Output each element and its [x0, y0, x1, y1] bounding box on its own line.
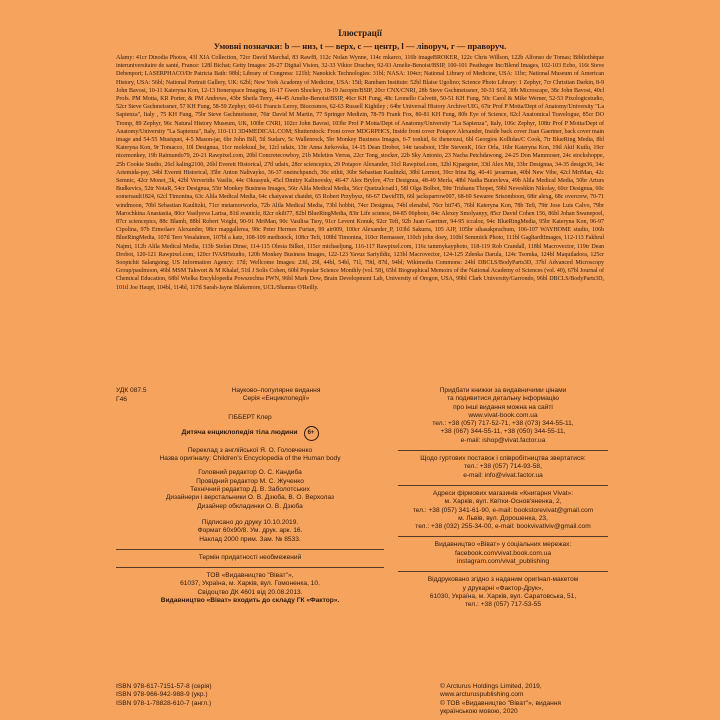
buy-info-line3: про інші видання можна на сайті [453, 403, 553, 411]
copyright-line1: © Arcturus Holdings Limited, 2019, [440, 683, 542, 690]
book-title-row [116, 426, 384, 441]
validity-note: Термін придатності необмежений [198, 553, 302, 561]
lead-editor: Провідний редактор М. С. Жученко [196, 477, 304, 485]
printed-line2: у друкарні «Фактор-Друк», [462, 584, 544, 592]
wholesale-phone: тел.: +38 (057) 714-93-58, [464, 463, 542, 471]
contacts-divider-4 [398, 571, 608, 572]
instagram-link: instagram.com/vivat_publishing [457, 558, 549, 566]
tech-editor: Технічний редактор Д. В. Заболотських [190, 486, 310, 494]
store-lviv-address: м. Львів, вул. Дорошенка, 23, [458, 514, 548, 522]
store-kharkiv-address: м. Харків, вул. Квітки-Основ'яненка, 2, [444, 498, 562, 506]
shop-email: e-mail: ishop@vivat.factor.ua [460, 436, 546, 444]
wholesale-heading: Щодо гуртових поставок і співробітництва звертатися: [420, 455, 586, 463]
contacts-divider-3 [398, 536, 608, 537]
store-kharkiv-contacts: тел.: +38 (057) 341-61-90, e-mail: bookstorevivat@gmail.com [412, 506, 594, 514]
printer-address: 61030, Україна, м. Харків, вул. Саратовська, 51, [429, 592, 577, 600]
print-format: Формат 60х90/8. Ум. друк. арк. 16. [197, 527, 303, 535]
isbn-ukrainian: ISBN 978-966-942-988-9 (укр.) [116, 691, 208, 699]
isbn-block [116, 683, 212, 708]
isbn-english: ISBN 978-1-78828-610-7 (англ.) [116, 699, 212, 707]
copyright-block [440, 683, 610, 716]
bbk-code: Г46 [116, 396, 127, 404]
copyright-line3: © ТОВ «Видавництво "Віват"», видання [440, 699, 561, 707]
signed-to-print: Підписано до друку 10.10.2019. [201, 518, 299, 526]
isbn-series: ISBN 978-617-7151-57-8 (серія) [116, 683, 212, 690]
copyright-line4: українською мовою, 2020 [440, 707, 518, 715]
publisher-name: ТОВ «Видавництво "Віват"», [206, 572, 294, 580]
illustration-credits [116, 28, 604, 292]
publisher-certificate: Свідоцтво ДК 4601 від 20.08.2013. [197, 588, 303, 596]
contacts-divider-1 [398, 450, 608, 451]
udk-code: УДК 087.5 [116, 387, 147, 394]
buy-info-line2: та подивитися детальну інформацію [447, 395, 559, 403]
shop-website: www.vivat-book.com.ua [468, 411, 538, 419]
contacts-column [398, 387, 608, 610]
facebook-link: facebook.com/vivat.book.com.ua [454, 549, 552, 557]
imprint-divider-2 [116, 567, 384, 568]
store-lviv-contacts: тел.: +38 (032) 255-34-00, e-mail: bookvivatlviv@gmail.com [415, 523, 591, 531]
printed-line1: Віддруковано згідно з наданим оригінал-макетом [427, 576, 579, 584]
age-rating-badge: 6+ [304, 426, 319, 441]
copyright-line2: www.arcturuspublishing.com [440, 691, 524, 699]
author-name: ГІББЕРТ Клер [228, 413, 272, 421]
social-heading: Видавництво «Віват» у соціальних мережах: [434, 541, 572, 549]
printer-phone: тел.: +38 (057) 717-53-55 [464, 601, 542, 609]
publisher-address: 61037, Україна, м. Харків, вул. Гомоненка, 10. [180, 580, 320, 588]
translation-credit: Переклад з англійської Я. О. Головченко [187, 446, 313, 454]
buy-info-line1: Придбати книжки за видавничими цінами [439, 387, 567, 394]
shop-phones-2: +38 (067) 344-55-11, +38 (050) 344-55-11, [440, 428, 566, 436]
udk-row [116, 387, 384, 406]
stores-heading: Адреси фірмових магазинів «Книгарня Vivat»: [432, 489, 574, 497]
chief-editor: Головний редактор О. С. Кандиба [198, 469, 302, 477]
contacts-divider-2 [398, 485, 608, 486]
series-block [168, 387, 384, 406]
credits-title: Ілюстрації [338, 28, 382, 38]
print-run: Наклад 2000 прим. Зам. № 8533. [199, 535, 301, 543]
cover-designer: Дизайнер обкладинки О. В. Дзюба [197, 502, 303, 510]
imprint-column [116, 387, 384, 605]
imprint-divider [116, 549, 384, 550]
credits-body: Alamy: 41cr Dinodia Photos, 43l XIA Collection, 72cr David Marchal, 83 Rawf8, 112c Nolan Wynne, 114c mkarco, 116b imageBROKER, 122c Chris Willson, 122b Alfonso de Tomas; Bibliothèque interuniversitaire de santé, France: 128l Bichat; Getty Images: 26-27 Digital Vision, 32-33 Viktor Drachev, 92-93 Amelie-Benoist/BSIP, 100-101 Peathegee Inc/Blend Images, 102-103 Echo, 116t Steve Debenport; LASERPHACO/Dr Patricia Bath: 98bl; Library of Congress: 121bl; Nanokick Technologies: 31bl; NASA: 104cr; National Library of Medicine, USA: 11br; National Museum of American History, USA: 56bl; National Portrait Gallery, UK: 62bl; New York Academy of Medicine, USA: 15tl; Rambam Institute: 52bl Blaise Ugolino; Science Photo Library: 1 Zephyr, 7cr Christian Darkin, 8-9 John Bavosi, 10-11 Kateryna Kon, 12-13 Itonerspace Imaging, 16-17 Gwen Shockey, 18-19 Jacopin/BSIP, 20cr CNX/CNRI, 28b Steve Gschmeissner, 30-31 SGI, 30b Microscape, 38c John Bavosi, 40cl Profs. PM Motta, KR Porter, & PM Andrews, 43br Sheila Terry, 44-45 Amelie-Benoist/BSIP, 46cr KH Fung, 48c Leonello Calvetti, 50-51 KH Fung, 50c Carol & Mike Werner, 52-53 Pixologicstudio, 52cr Steve Gschmeissner, 57 KH Fung, 58-59 Zephyr, 60-61 Francis Leroy, Biocosmos, 62-63 Russell Kightley ; 64br Universal History Archive/UIG, 67tr Prof P Motta/Dept of Anatomy/University "La Sapienza", Italy , 75 KH Fung, 75br Steve Gschmeissner, 76tr David M Martin, 77 Springer Medizin, 78-79 Frank Fox, 80-81 KH Fung, 80b Eye of Science, 82cl Anatomical Travelogue, 85cr DO Tromp, 89 Zephyr, 96c Natural History Museum, UK, 100br CNRI, 102cr John Bavosi, 103br Prof P Motta/Dept of Anatomy/University "La Sapienza", Italy, 106c Zephyr, 108tr Prof P Motta/Dept of Anatomy/University "La Sapienza", Italy, 110-111 3D4MEDICAL.COM; Shutterstock: Front cover MDGRPHCS, Inside front cover Potapov Alexander, Inside back cover Juan Gaertner, back cover main image and 54-55 Musiquet, 4-5 Mason-jar, 6br John Bill, 5tl Sudarv, 5c Wallenrock, 5br Monkey Business Images, 6-7 tonkid, 6c thenexusi, 6bl Georgios Kollidas/C Cook, 7tr BlueRing Media, 8bl Kateryna Kon, 9r Tomacco, 10l Designua, 11cr molekuul_be, 12cl udaix, 13tr Anna Jurkovska, 14-15 Dean Drobot, 14tr taoaboot, 15br StevenK, 16cr Orla, 16br Kateryna Kon, 19tl Akif Kutlu, 19cr nicemonkey, 19b Raimundo79, 20-21 Rawpixel.com, 20bl Concretecowboy, 21b Meletios Verras, 22cr Tong_stocker, 22b Sky Antonio, 23 Nacha Petchdawong, 24-25 Don Mammoser, 24c stockshoppe, 25b Cookie Studio, 26cl kaling2100, 26bl Everett Historical, 27tl udaix, 28cr sciencepics, 29 Potapov Alexander, 31cl Rawpixel.com, 32bl Kjpargeter, 33tl Alex Mit, 33br Designua, 34-35 design36, 34c Artemida-psy, 34bl Everett Historical, 35br Anton Nalivayko, 36-37 oneinchpunch, 36c stihii, 36br Sebastian Kaulitzki, 38bl Lermot, 39cr Irina Bg, 40-41 javarman, 40bl New Vibe, 42cl MriMan, 42c Semnic, 42cr Monet_3k, 42bl Ververidis Vasilis, 44c Okrasyuk, 45cl Dmitry Kalinovsky, 46-47 Alex Brylov, 47cr Designua, 48-49 Merla, 48bl Nadia Buravleva, 49b Alila Medical Media, 50br Arturs Budkevics, 52tr NoiaR, 54cr Designua, 55tr Monkey Business Images, 56tr Alila Medical Media, 56cr Quetzalcoatl1, 58l Olga Bolbot, 59tr Tridsanu Thopet, 59bl Neveshkin Nikolay, 60cr Designua, 60c somersault1824, 62cl Timonina, 63c Alila Medical Media, 64c chaiyawat chaidet, 65 Robert Przybysz, 66-67 DavidTB, 66l jacksparrow007, 68-69 Sewaree Srisomboon, 68tr alexg, 68c overcrew, 70-71 windmoon, 70bl Sebastian Kaulitzki, 71cr metamorworks, 72b Alila Medical Media, 73bl hobbit, 74cr Designua, 74bl elenabsl, 76cr bit745, 76bl Kateryna Kon, 78b Tefi, 79tr Jose Luis Calvo, 79br Marochkina Anastasiia, 80cr Vasilyeva Larisa, 81tl svanicle, 82cr okili77, 82bl BlueRingMedia, 83tr Life science, 84-85 06photo, 84c Alexey Smolyanyy, 85cr David Cohen 156, 86bl Johan Swanepoel, 87cr sciencepics, 88c Blamb, 88bl Robert Voight, 90-91 MriMan, 90c Vasilisa Tsoy, 91cr Levent Konuk, 92cr Tefi, 92b Juan Gaertner, 94-95 iccaloz, 94c BlueRingMedia, 95br Kateryna Kon, 96-97 Cipolina, 97b Ermolaev Alexander, 98cr mapgallerea, 98c Peter Hermes Furian, 99 air009, 100cr Alexander_P, 103bl Sakurra, 105 AJP, 105br sihasakprachum, 106-107 WAYHOME studio, 106b BlueRingMedia, 107tl Tero Vesalainen, 107bl a katz, 108-109 medistock, 108cr Tefi, 108bl Timonina, 110cr Reenasser, 110cb john doey, 110bl Semmick Photo, 111bl GagliardiImages, 112-113 Fakhrul Najmi, 112b Alila Medical Media, 113b Stefan Dinse, 114-115 Olesia Bilkei, 115cr michaeljung, 116-117 Rawpixel.com, 116c tammykayphoto, 118-119 Rob Crandall, 118bl Macrovector, 119tr Dean Drobot, 120-121 Rawpixel.com, 120cr IVASHstudio, 120b Monkey Business Images, 122-123 Yavuz Sariyildiz, 123bl Macrovector, 124-125 Zdenka Darula, 124c Tsomka, 124bl Maquiladora, 125cr Soopichit Salangsing; US Information Agency: 17tl; Wellcome Images: 23tl, 29l, 44bl, 54bl, 71l, 79tl, 87tl, 94bl; Wikimedia Commons: 24bl DBCLS/BodyParts3D, 37bl Advanced Microscopy Group/paulmoon, 46bl MSM Takwori & M Khalaf, 51tl J Solis Cohen, 60bl Popular Science Monthly (vol. 58), 65bl Biographical Memoirs of the National Academy of Sciences (vol. 40), 67bl Journal of Chemical Education, 68bl Wielka Encyklopedia Powszechna PWN, 96bl Mark Dow, Brain Development Lab, University of Oregon, USA, 99bl Clark University/Garrondo, 96bl DBCLS/BodyParts3D, 101tl Joe Haupt, 104bl, 114bl, 117tl Sarah-Jayne Blakemore, UCL/Shamus O'Reilly. [116, 55, 604, 291]
layout-designers: Дизайнери і верстальники О. В. Дзюба, В. О. Верхолаз [165, 494, 335, 502]
wholesale-email: e-mail: info@vivat.factor.ua [463, 471, 543, 479]
book-title: Дитяча енциклопедія тіла людини [181, 429, 298, 437]
udk-block [116, 387, 168, 406]
edition-type: Науково–популярне видання [231, 387, 321, 394]
credits-legend: Умовні позначки: b — низ, t — верх, c — центр, l — ліворуч, r — праворуч. [213, 41, 507, 51]
publisher-group: Видавництво «Віват» входить до складу ГК «Фактор». [160, 597, 340, 605]
original-title: Назва оригіналу: Children's Encyclopedia of the Human body [159, 455, 341, 463]
shop-phones-1: тел.: +38 (057) 717-52-71, +38 (073) 344-55-11, [432, 420, 574, 428]
series-name: Серія «Енциклопедії» [242, 395, 310, 403]
